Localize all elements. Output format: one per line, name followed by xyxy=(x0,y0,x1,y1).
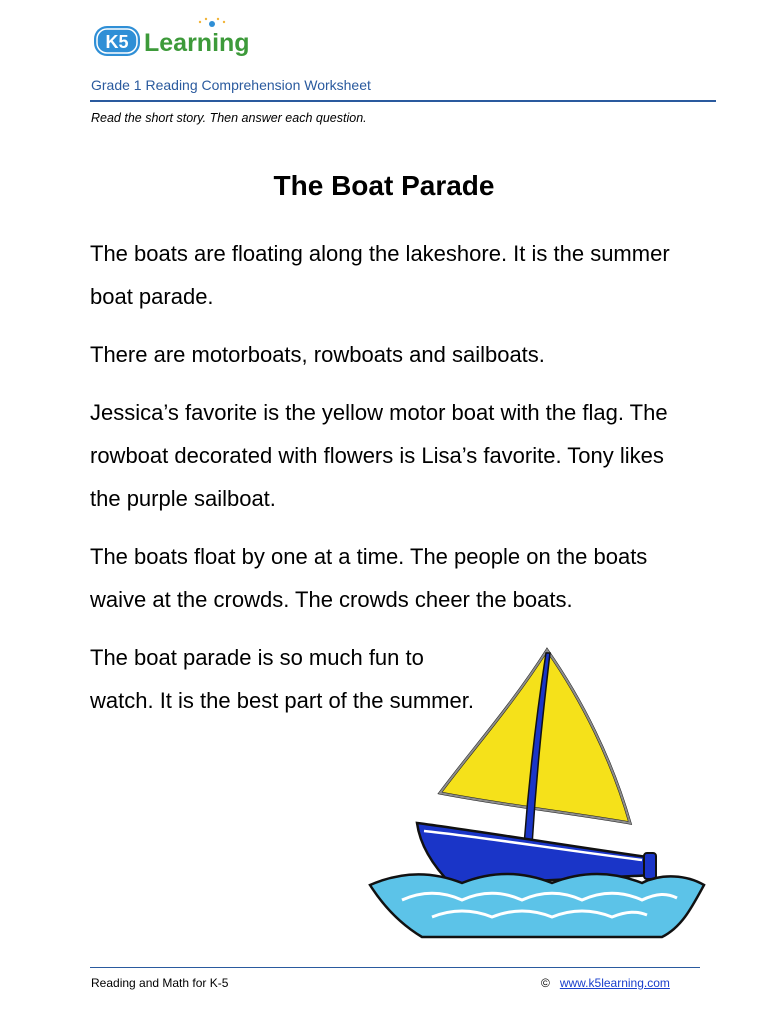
k5learning-link[interactable]: www.k5learning.com xyxy=(559,976,670,990)
story-title: The Boat Parade xyxy=(273,170,495,201)
sailboat-icon xyxy=(362,645,708,945)
worksheet-subtitle: Grade 1 Reading Comprehension Worksheet xyxy=(91,77,371,93)
logo-wordmark: Learning xyxy=(144,29,250,57)
footer-copyright xyxy=(541,976,670,990)
story-paragraph: The boat parade is so much fun to watch. It is the best part of the summer. xyxy=(90,645,474,713)
header-divider xyxy=(90,100,716,102)
instruction-text: Read the short story. Then answer each question. xyxy=(91,111,367,125)
story-paragraph: Jessica’s favorite is the yellow motor boat with the flag. The rowboat decorated with flowers is Lisa’s favorite. Tony likes the purple sailboat. xyxy=(90,400,668,511)
footer-tagline: Reading and Math for K-5 xyxy=(91,976,229,990)
footer-divider xyxy=(90,967,700,968)
copyright-symbol: © xyxy=(541,976,550,990)
story-paragraph: The boats are floating along the lakeshore. It is the summer boat parade. xyxy=(90,241,670,309)
story-paragraph: The boats float by one at a time. The people on the boats waive at the crowds. The crowds cheer the boats. xyxy=(90,544,648,612)
k5-learning-logo xyxy=(92,16,262,64)
logo-badge-text: K5 xyxy=(105,32,129,52)
story-paragraph: There are motorboats, rowboats and sailboats. xyxy=(90,342,545,367)
water xyxy=(370,874,704,937)
